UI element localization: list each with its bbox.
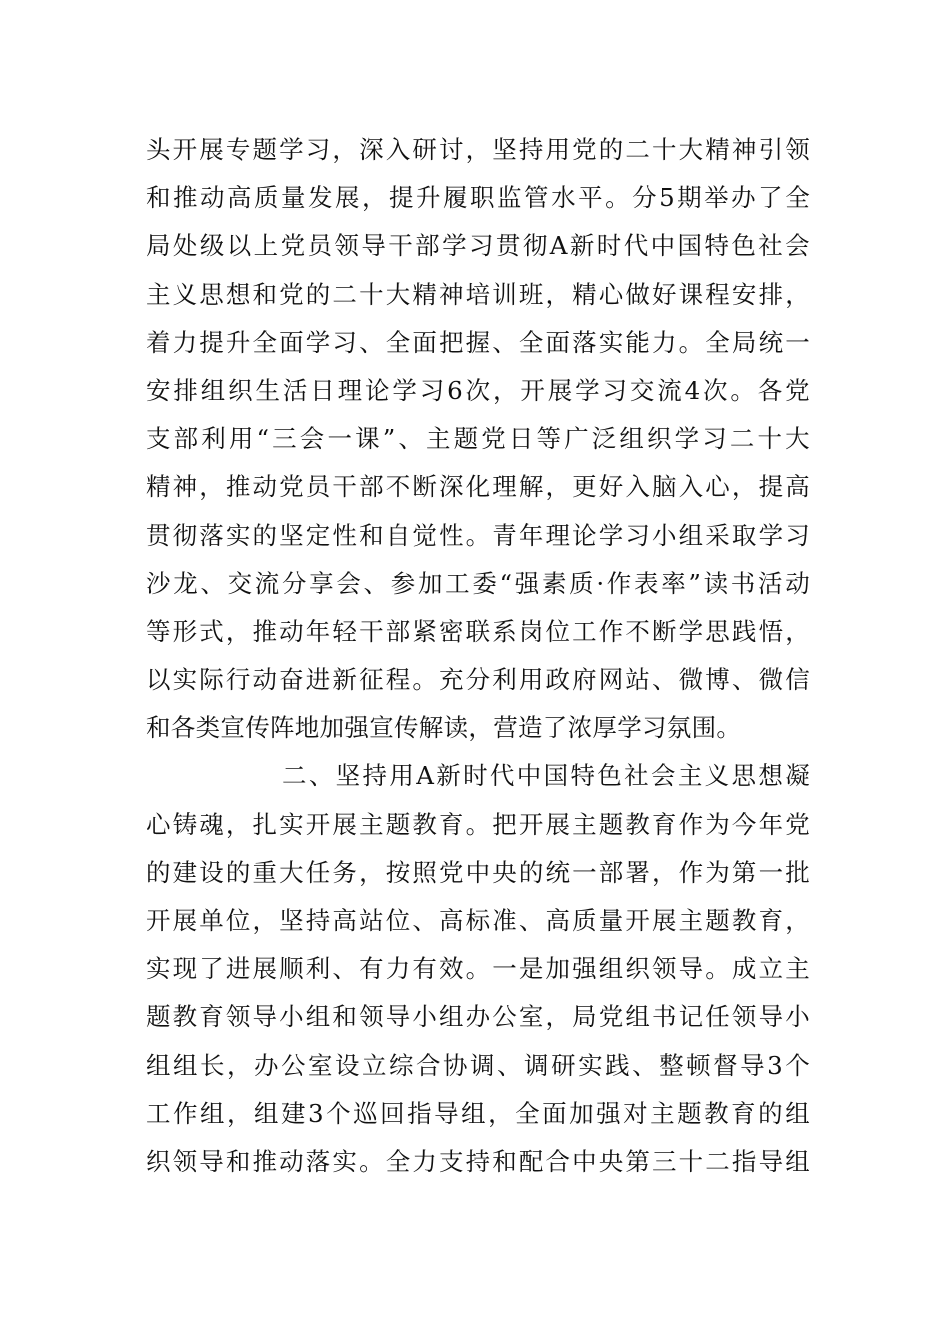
text-line: 和推动高质量发展，提升履职监管水平。分5期举办了全 bbox=[146, 183, 810, 213]
text-line: 织领导和推动落实。全力支持和配合中央第三十二指导组 bbox=[146, 1146, 810, 1176]
text-line: 组组长，办公室设立综合协调、调研实践、整顿督导3个 bbox=[146, 1050, 810, 1080]
text-line: 沙龙、交流分享会、参加工委“强素质·作表率”读书活动 bbox=[146, 568, 810, 598]
text-line: 局处级以上党员领导干部学习贯彻A新时代中国特色社会 bbox=[146, 231, 810, 261]
text-line: 贯彻落实的坚定性和自觉性。青年理论学习小组采取学习 bbox=[146, 520, 810, 550]
section-heading-line: 二、坚持用A新时代中国特色社会主义思想凝 bbox=[282, 761, 810, 791]
text-line: 的建设的重大任务，按照党中央的统一部署，作为第一批 bbox=[146, 857, 810, 887]
text-line: 头开展专题学习，深入研讨，坚持用党的二十大精神引领 bbox=[146, 135, 810, 164]
text-line: 着力提升全面学习、全面把握、全面落实能力。全局统一 bbox=[146, 327, 810, 357]
text-line: 主义思想和党的二十大精神培训班，精心做好课程安排， bbox=[146, 279, 810, 309]
text-line: 心铸魂，扎实开展主题教育。把开展主题教育作为今年党 bbox=[146, 809, 810, 839]
text-line: 和各类宣传阵地加强宣传解读，营造了浓厚学习氛围。 bbox=[146, 713, 742, 743]
text-line: 等形式，推动年轻干部紧密联系岗位工作不断学思践悟， bbox=[146, 616, 810, 646]
text-line: 精神，推动党员干部不断深化理解，更好入脑入心，提高 bbox=[146, 472, 810, 502]
text-line: 实现了进展顺利、有力有效。一是加强组织领导。成立主 bbox=[146, 954, 810, 984]
text-line: 题教育领导小组和领导小组办公室，局党组书记任领导小 bbox=[146, 1002, 810, 1032]
text-line: 安排组织生活日理论学习6次，开展学习交流4次。各党 bbox=[146, 375, 810, 405]
document-body bbox=[146, 126, 810, 1186]
text-line: 支部利用“三会一课”、主题党日等广泛组织学习二十大 bbox=[146, 424, 810, 454]
paragraph-2 bbox=[146, 752, 810, 1186]
text-line: 工作组，组建3个巡回指导组，全面加强对主题教育的组 bbox=[146, 1098, 810, 1128]
text-line: 以实际行动奋进新征程。充分利用政府网站、微博、微信 bbox=[146, 665, 810, 695]
text-line: 开展单位，坚持高站位、高标准、高质量开展主题教育， bbox=[146, 906, 810, 935]
paragraph-1 bbox=[146, 126, 810, 752]
